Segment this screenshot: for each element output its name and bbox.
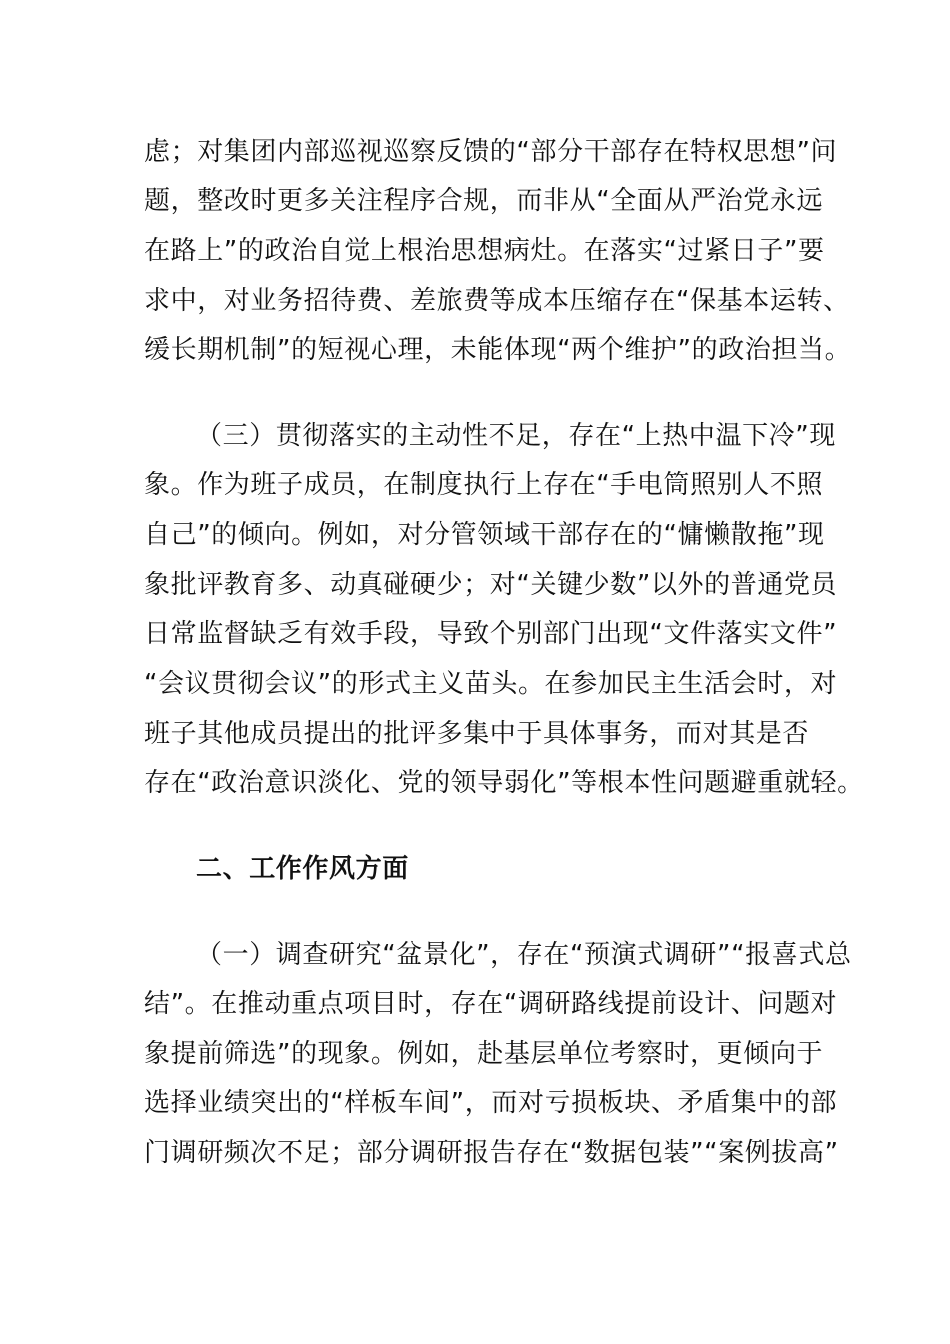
text-line: 选择业绩突出的“样板车间”，而对亏损板块、矛盾集中的部 xyxy=(144,1088,838,1118)
paragraph-first-line: （一）调查研究“盆景化”，存在“预演式调研”“报喜式总 xyxy=(196,940,852,970)
text-line: 日常监督缺乏有效手段，导致个别部门出现“文件落实文件” xyxy=(144,619,838,649)
text-line: 班子其他成员提出的批评多集中于具体事务，而对其是否 xyxy=(144,719,810,749)
paragraph-first-line: （三）贯彻落实的主动性不足，存在“上热中温下冷”现 xyxy=(196,421,836,451)
text-line: 结”。在推动重点项目时，存在“调研路线提前设计、问题对 xyxy=(144,989,838,1019)
text-line: 存在“政治意识淡化、党的领导弱化”等根本性问题避重就轻。 xyxy=(144,768,864,798)
text-line: 在路上”的政治自觉上根治思想病灶。在落实“过紧日子”要 xyxy=(144,236,825,266)
text-line: 虑；对集团内部巡视巡察反馈的“部分干部存在特权思想”问 xyxy=(144,137,838,167)
text-line: 求中，对业务招待费、差旅费等成本压缩存在“保基本运转、 xyxy=(144,286,850,316)
text-line: 象提前筛选”的现象。例如，赴基层单位考察时，更倾向于 xyxy=(144,1039,824,1069)
text-line: 门调研频次不足；部分调研报告存在“数据包装”“案例拔高” xyxy=(144,1138,839,1168)
section-heading: 二、工作作风方面 xyxy=(196,854,409,884)
text-line: 象。作为班子成员，在制度执行上存在“手电筒照别人不照 xyxy=(144,470,824,500)
text-line: 题，整改时更多关注程序合规，而非从“全面从严治党永远 xyxy=(144,186,824,216)
text-line: 象批评教育多、动真碰硬少；对“关键少数”以外的普通党员 xyxy=(144,570,838,600)
text-line: 缓长期机制”的短视心理，未能体现“两个维护”的政治担当。 xyxy=(144,335,852,365)
text-line: 自己”的倾向。例如，对分管领域干部存在的“慵懒散拖”现 xyxy=(144,520,825,550)
text-line: “会议贯彻会议”的形式主义苗头。在参加民主生活会时，对 xyxy=(144,669,838,699)
